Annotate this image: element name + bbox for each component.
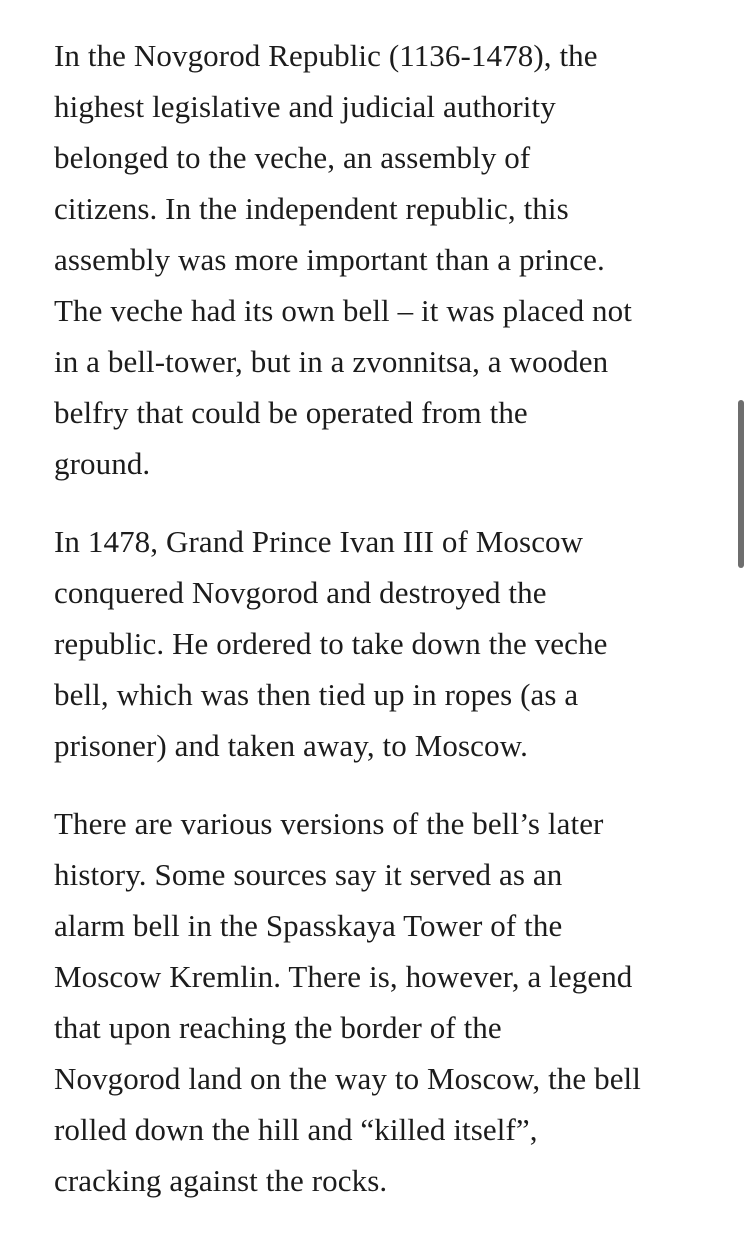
paragraph-line: There are various versions of the bell’s later <box>54 806 604 841</box>
paragraph-line: In 1478, Grand Prince Ivan III of Moscow <box>54 524 584 559</box>
paragraph-line: belonged to the veche, an assembly of <box>54 140 531 175</box>
paragraph-line: The veche had its own bell – it was placed not <box>54 293 632 328</box>
paragraph-line: Novgorod land on the way to Moscow, the bell <box>54 1061 641 1096</box>
paragraph-line: Moscow Kremlin. There is, however, a legend <box>54 959 633 994</box>
paragraph-line: prisoner) and taken away, to Moscow. <box>54 728 528 763</box>
paragraph-line: that upon reaching the border of the <box>54 1010 502 1045</box>
paragraph-line: belfry that could be operated from the <box>54 395 528 430</box>
paragraph-line: conquered Novgorod and destroyed the <box>54 575 547 610</box>
paragraph-line: in a bell-tower, but in a zvonnitsa, a wooden <box>54 344 609 379</box>
vertical-scrollbar[interactable] <box>738 400 744 568</box>
paragraph-line: ground. <box>54 446 151 481</box>
paragraph-line: assembly was more important than a prince. <box>54 242 605 277</box>
article-body <box>54 30 714 1233</box>
paragraph-line: highest legislative and judicial authority <box>54 89 556 124</box>
paragraph-3 <box>54 798 714 1206</box>
paragraph-line: history. Some sources say it served as an <box>54 857 563 892</box>
paragraph-2 <box>54 516 714 771</box>
paragraph-line: alarm bell in the Spasskaya Tower of the <box>54 908 563 943</box>
paragraph-line: In the Novgorod Republic (1136-1478), the <box>54 38 598 73</box>
paragraph-line: bell, which was then tied up in ropes (as a <box>54 677 579 712</box>
paragraph-1 <box>54 30 714 489</box>
paragraph-line: citizens. In the independent republic, this <box>54 191 569 226</box>
paragraph-line: republic. He ordered to take down the veche <box>54 626 608 661</box>
paragraph-line: rolled down the hill and “killed itself”, <box>54 1112 538 1147</box>
paragraph-line: cracking against the rocks. <box>54 1163 388 1198</box>
